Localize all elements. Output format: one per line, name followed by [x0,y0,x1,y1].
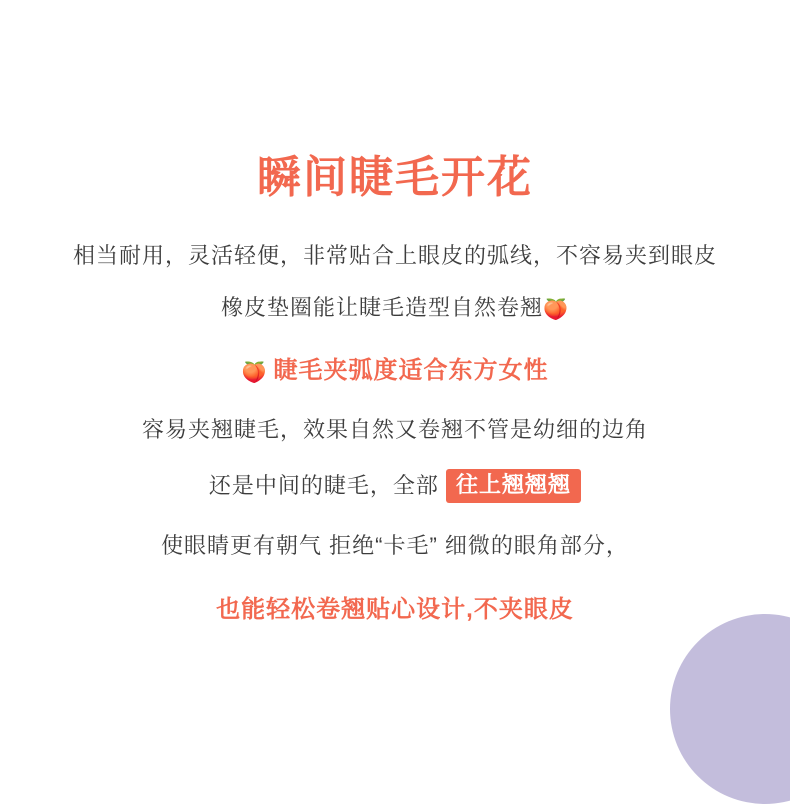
description-line-5: 使眼睛更有朝气 拒绝“卡毛” 细微的眼角部分， [161,533,629,559]
closing-statement: 也能轻松卷翘贴心设计,不夹眼皮 [216,596,574,624]
section-subheading [0,350,790,385]
peach-emoji: 🍑 [241,361,268,384]
description-line-1: 相当耐用，灵活轻便，非常贴合上眼皮的弧线，不容易夹到眼皮 [72,242,717,268]
peach-emoji: 🍑 [543,298,569,321]
description-line-4-prefix: 还是中间的睫毛，全部 [208,472,447,498]
description-line-2-text: 橡皮垫圈能让睫毛造型自然卷翘 [221,294,544,320]
description-line-4 [0,469,790,503]
highlight-badge: 往上翘翘翘 [446,469,581,503]
section-subheading-text: 睫毛夹弧度适合东方女性 [273,356,549,384]
corner-circle-decoration [670,614,790,804]
page-title: 瞬间睫毛开花 [257,153,533,202]
description-line-3: 容易夹翘睫毛，效果自然又卷翘不管是幼细的边角 [141,416,648,442]
description-line-2 [0,291,790,326]
